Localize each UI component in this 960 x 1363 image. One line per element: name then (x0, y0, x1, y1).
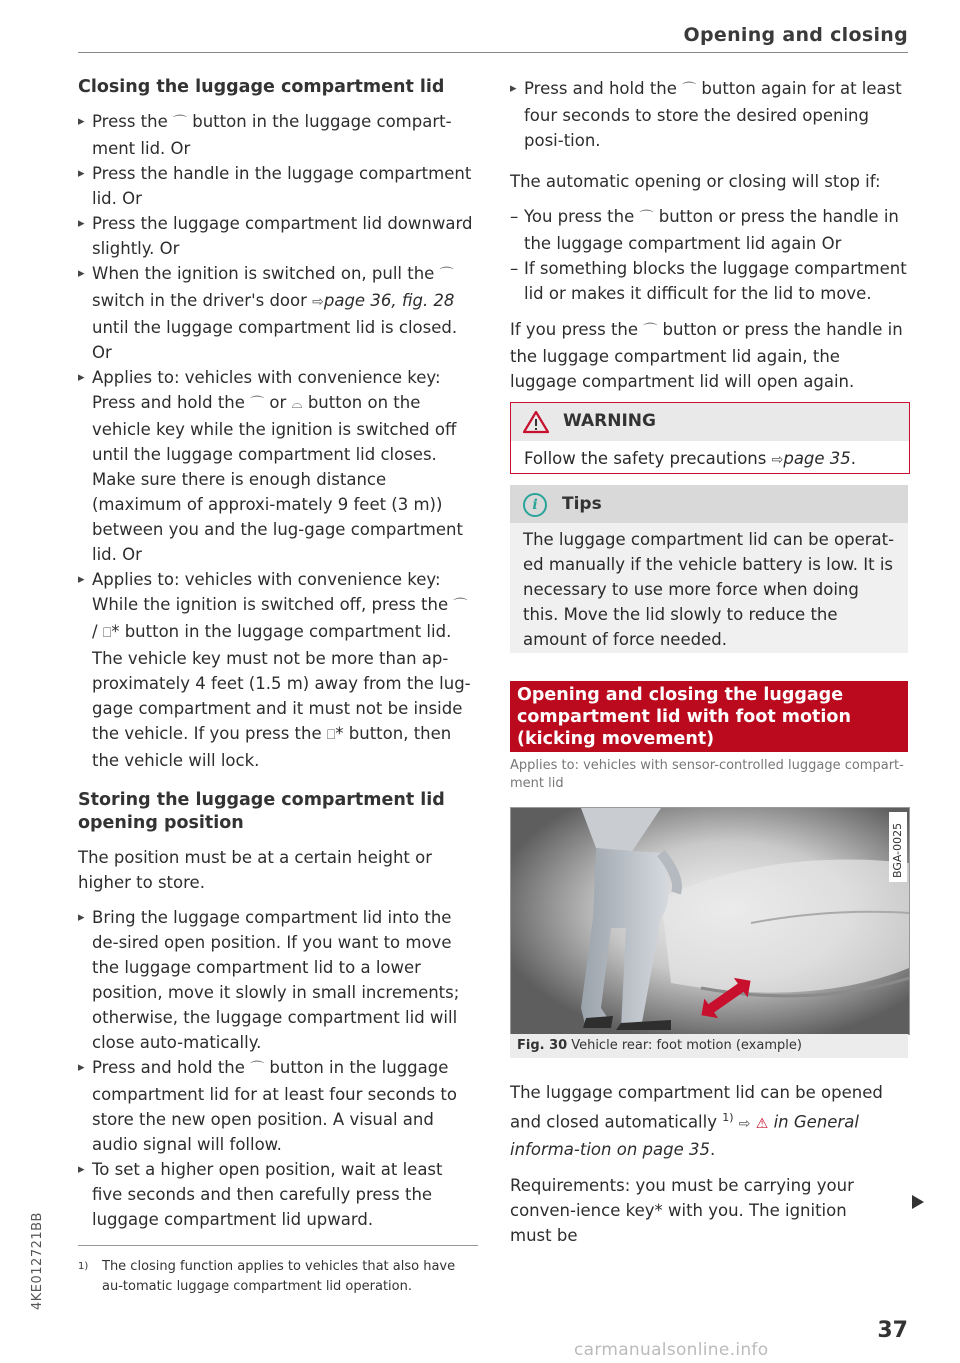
reference-arrow-icon: ⇨ (738, 1115, 751, 1132)
lock-icon: ⎕ (326, 727, 336, 743)
warning-page-link[interactable]: page 35 (783, 449, 851, 468)
bullet-convenience-key-lock: ▸ Applies to: vehicles with convenience key: While the ignition is switched off, press the ⌒ / ⎕* button in the luggage compartment lid. The vehicle key must not be more than ap-proximately 4 feet (1.5 m) away from the lug-gage compartment and it must not be inside the vehicle. If you press the ⎕* button, then the vehicle will lock. (78, 567, 478, 773)
bullet-press-handle: ▸ Press the handle in the luggage compartment lid. Or (78, 161, 478, 211)
general-info-link[interactable]: in General informa-tion on page 35 (510, 1112, 859, 1159)
trunk-icon: ⌒ (453, 598, 468, 614)
footnote-text: The closing function applies to vehicles that also have au-tomatic luggage compartment lid operation. (102, 1259, 456, 1294)
trunk-icon: ⌒ (639, 210, 654, 226)
reference-arrow-icon: ⇨ (771, 452, 784, 468)
warning-text: Follow the safety precautions ⇨page 35. (524, 446, 856, 473)
bullet-press-lid-down: ▸ Press the luggage compartment lid downward slightly. Or (78, 211, 478, 261)
footnote-mark: 1) (78, 1261, 89, 1272)
right-column-bottom (510, 1080, 910, 1248)
page-reference-link[interactable]: page 36, fig. 28 (323, 291, 455, 310)
figure-caption (510, 1034, 908, 1058)
trunk-icon: ⌒ (439, 267, 454, 283)
warning-header (511, 403, 909, 441)
tips-text: The luggage compartment lid can be operat-ed manually if the vehicle battery is low. It is necessary to use more force when doing this. Move the lid slowly to reduce the amount of force needed. (523, 530, 895, 649)
paragraph-position-height: The position must be at a certain height or higher to store. (78, 848, 433, 892)
bullet-press-hold-again: ▸ Press and hold the ⌒ button again for at least four seconds to store the desired opening posi-tion. (510, 76, 910, 153)
left-column (78, 76, 478, 1232)
paragraph-automatic: The luggage compartment lid can be opened and closed automatically $^{1)}$ ⇨ ⚠ in General informa-tion on page 35. (510, 1083, 883, 1159)
warning-title: WARNING (563, 411, 656, 431)
trunk-icon: ⌒ (643, 323, 658, 339)
bullet-convenience-key-press: ▸ Applies to: vehicles with convenience key: Press and hold the ⌒ or ⌓ button on the vehicle key while the ignition is switched off until the luggage compartment lid closes. Make sure there is enough distance (maximum of approxi-mately 9 feet (3 m)) between you and the lug-gage compartment lid. Or (78, 365, 478, 567)
bullet-higher-position: ▸ To set a higher open position, wait at least five seconds and then carefully press the luggage compartment lid upward. (78, 1157, 478, 1232)
applies-to-note: Applies to: vehicles with sensor-controlled luggage compart-ment lid (510, 758, 904, 791)
bullet-ignition-switch: ▸ When the ignition is switched on, pull the ⌒ switch in the driver's door ⇨page 36, fig. 28 until the luggage compartment lid is closed. Or (78, 261, 478, 365)
warning-box (510, 402, 910, 474)
tips-title: Tips (562, 494, 602, 514)
watermark: carmanualsonline.info (574, 1340, 769, 1360)
trunk-icon: ⌒ (682, 82, 697, 98)
section-heading-foot-motion (510, 681, 908, 752)
warning-triangle-icon (523, 410, 549, 434)
bullet-bring-lid: ▸ Bring the luggage compartment lid into the de-sired open position. If you want to move the luggage compartment lid to a lower position, move it slowly in small increments; otherwise, the luggage compartment lid will close auto-matically. (78, 905, 478, 1055)
bullet-press-button: ▸ Press the ⌒ button in the luggage compart-ment lid. Or (78, 109, 478, 161)
reference-arrow-icon: ⇨ (312, 294, 324, 310)
tips-box (510, 485, 908, 653)
info-icon: i (523, 493, 547, 517)
figure-caption-text: Vehicle rear: foot motion (example) (571, 1038, 802, 1053)
figure-illustration (511, 808, 909, 1034)
figure-foot-motion (510, 807, 910, 1035)
lock-icon: ⎕ (102, 625, 112, 641)
paragraph-stop-if: The automatic opening or closing will stop if: (510, 172, 881, 191)
dash-item-press-again: – You press the ⌒ button or press the handle in the luggage compartment lid again Or (510, 204, 910, 256)
section-heading-text: Opening and closing the luggage compartment lid with foot motion (kicking movement) (517, 685, 851, 749)
warning-small-icon: ⚠ (755, 1115, 769, 1132)
footnote (78, 1257, 478, 1297)
tips-header (510, 485, 908, 523)
side-document-code (22, 1205, 62, 1315)
footnote-divider (78, 1245, 478, 1246)
trunk-icon: ⌒ (250, 1061, 265, 1077)
heading-storing-position: Storing the luggage compartment lid opening position (78, 790, 445, 833)
trunk-icon: ⌒ (250, 396, 265, 412)
continue-arrow-icon (912, 1195, 924, 1209)
header-divider (78, 52, 908, 53)
side-code-text: 4KE012721BB (30, 1212, 45, 1310)
right-column-top (510, 76, 910, 394)
figure-code-label (889, 812, 907, 882)
page-header-title: Opening and closing (683, 24, 908, 46)
trunk-icon: ⌒ (173, 115, 187, 131)
heading-closing-lid: Closing the luggage compartment lid (78, 77, 445, 97)
dash-item-blocked: – If something blocks the luggage compartment lid or makes it difficult for the lid to move. (510, 256, 910, 306)
paragraph-open-again: If you press the ⌒ button or press the handle in the luggage compartment lid again, the luggage compartment lid will open again. (510, 320, 903, 391)
paragraph-requirements: Requirements: you must be carrying your conven-ience key* with you. The ignition must be (510, 1175, 854, 1245)
page-number: 37 (877, 1318, 908, 1343)
trunk-double-press-icon: ⌓ (291, 396, 303, 412)
figure-code-text: BGA-0025 (891, 822, 904, 878)
figure-label: Fig. 30 (517, 1038, 568, 1053)
bullet-press-hold-store: ▸ Press and hold the ⌒ button in the luggage compartment lid for at least four seconds to store the new open position. A visual and audio signal will follow. (78, 1055, 478, 1157)
